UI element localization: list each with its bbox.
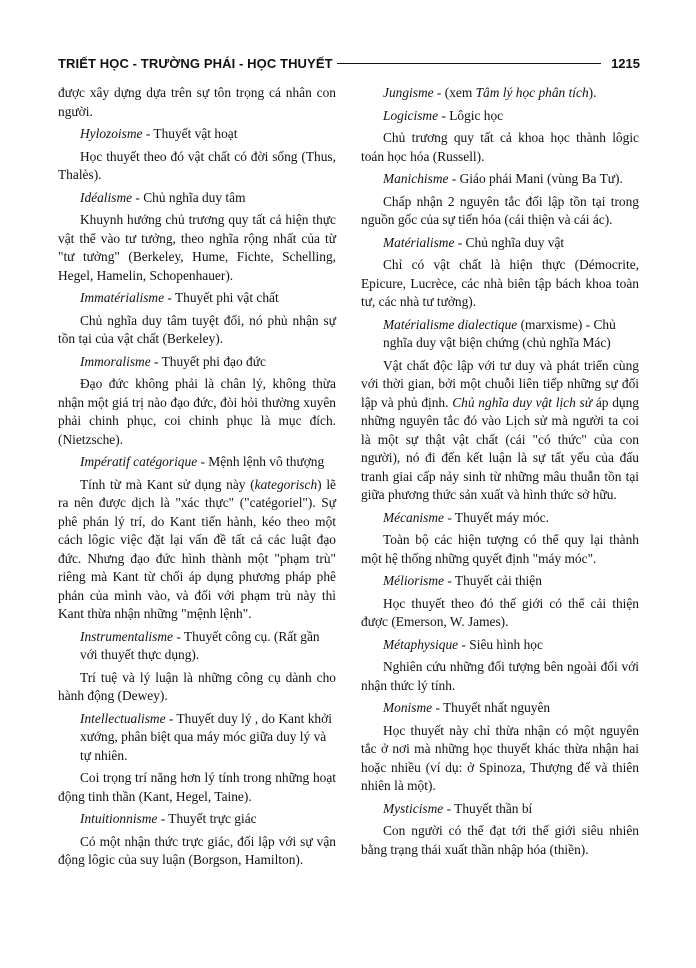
- entry-term: Matérialisme: [383, 234, 455, 250]
- entry-term: Manichisme: [383, 171, 449, 186]
- definition-text: Tính từ mà Kant sử dụng này (: [80, 476, 255, 492]
- entry-heading: [58, 289, 336, 308]
- entry-definition: Chủ nghĩa duy tâm tuyệt đối, nó phủ nhận sự tồn tại của vật chất (Berkeley).: [58, 312, 336, 346]
- entry-translation: - Thuyết trực giác: [157, 811, 257, 826]
- entry-heading: [361, 800, 639, 819]
- entry-term: Métaphysique: [383, 636, 459, 652]
- page-number: 1215: [611, 55, 640, 71]
- entry-translation: - Thuyết cải thiện: [444, 573, 542, 588]
- entry-term: Impératif catégorique: [80, 454, 198, 469]
- header-rule: [337, 63, 601, 64]
- entry-translation: - Chủ nghĩa duy vật: [454, 234, 565, 250]
- continued-paragraph: được xây dựng dựa trên sự tôn trọng cá nhân con người.: [58, 85, 336, 119]
- entry-definition: [361, 357, 639, 505]
- entry-heading: [58, 453, 336, 472]
- entry-heading: [361, 509, 639, 528]
- entry-heading: [58, 125, 336, 144]
- entry-definition: Có một nhận thức trực giác, đối lập với sự vận động lôgic của suy luận (Borgson, Hamilton).: [58, 833, 336, 867]
- entry-translation: - Thuyết phi đạo đức: [150, 353, 266, 369]
- entry-definition: Học thuyết này chỉ thừa nhận có một nguyên tắc ở nơi mà những học thuyết khác thừa nhận hai hoặc nhiều (ví dụ: ở Spinoza, Thượng đế và thiên nhiên là một).: [361, 722, 639, 793]
- entry-definition: Học thuyết theo đó vật chất có đời sống (Thus, Thalès).: [58, 148, 336, 182]
- entry-definition: Toàn bộ các hiện tượng có thể quy lại thành một hệ thống những quyết định "máy móc".: [361, 532, 639, 566]
- entry-heading: [58, 710, 336, 766]
- entry-heading: [361, 636, 639, 655]
- entry-translation: ).: [588, 85, 597, 100]
- entry-translation: - Giáo phái Mani (vùng Ba Tư).: [448, 171, 623, 186]
- entry-definition: Trí tuệ và lý luận là những công cụ dành cho hành động (Dewey).: [58, 669, 336, 703]
- entry-translation: - Thuyết vật hoạt: [142, 126, 238, 141]
- entry-term: Instrumentalisme: [80, 628, 173, 644]
- entry-definition: Chấp nhận 2 nguyên tắc đối lập tồn tại trong nguồn gốc của sự tiến hóa (cái thiện và cái ác).: [361, 193, 639, 227]
- entry-term: Logicisme: [383, 107, 439, 123]
- entry-definition: Khuynh hướng chủ trương quy tất cả hiện thực vật thể vào tư tưởng, theo nghĩa rộng nhất của từ "tư tưởng" (Berkeley, Hume, Fichte, Schelling, Hegel, Hamelin, Schopenhauer).: [58, 212, 336, 283]
- entry-heading: [361, 84, 639, 103]
- entry-term: Idéalisme: [80, 189, 133, 205]
- entry-heading: [58, 810, 336, 829]
- definition-emphasis: Chủ nghĩa duy vật lịch sử: [452, 394, 593, 410]
- entry-definition: [58, 476, 336, 624]
- entry-definition: Chỉ có vật chất là hiện thực (Démocrite, Epicure, Lucrèce, các nhà biên tập bách khoa toàn tư, các nhà tư tưởng).: [361, 257, 639, 309]
- entry-term: Monisme: [383, 700, 433, 715]
- entry-translation: - Siêu hình học: [458, 636, 543, 652]
- entry-definition: Học thuyết theo đó thế giới có thể cải thiện được (Emerson, W. James).: [361, 595, 639, 629]
- entry-definition: Coi trọng trí năng hơn lý tính trong những hoạt động tinh thần (Kant, Hegel, Taine).: [58, 770, 336, 804]
- entry-term: Mysticisme: [383, 800, 444, 816]
- entry-translation: - Thuyết phi vật chất: [164, 290, 279, 305]
- entry-translation: - Thuyết máy móc.: [443, 509, 549, 525]
- entry-heading: [58, 189, 336, 208]
- page-header: [58, 52, 640, 74]
- entry-heading: [361, 234, 639, 253]
- entry-translation: - Thuyết duy lý , do Kant khởi xướng, phân biệt qua máy móc giữa duy lý và tự nhiên.: [80, 710, 332, 763]
- entry-heading: [58, 353, 336, 372]
- entry-term: Jungisme: [383, 85, 434, 100]
- entry-translation: - Lôgic học: [438, 107, 504, 123]
- definition-text: áp dụng những nguyên tắc đó vào Lịch sử mà người ta coi là một sự thật vật chất (cái "có thức" của con người), nó đi đến kết luận là sự tất yếu của đấu tranh giai cấp nảy sinh từ những mâu thuẫn tồn tại giữa phương thức sản xuất và hình thức sở hữu.: [361, 394, 639, 502]
- running-title: TRIẾT HỌC - TRƯỜNG PHÁI - HỌC THUYẾT: [58, 55, 333, 71]
- entry-definition: Chủ trương quy tất cả khoa học thành lôgic toán học hóa (Russell).: [361, 130, 639, 164]
- right-column: [361, 84, 639, 863]
- entry-heading: [58, 628, 336, 665]
- entry-translation: - Thuyết nhất nguyên: [432, 700, 551, 715]
- definition-text: ) lẽ ra nên được dịch là "xác thực" ("catégoriel"). Sự phê phán lý trí, do Kant tiến hành, kéo theo một cách lôgic việc đặt lại vấn đề tất cả các luật đạo đức. Nhưng đạo đức hình thành một "phạm trù" riêng mà Kant từ chối áp dụng phương pháp phê phán của mình vào, và đối với phạm trù này thì Kant thừa nhận những "mệnh lệnh".: [58, 476, 336, 621]
- entry-translation: - (xem: [433, 85, 476, 100]
- cross-reference: Tâm lý học phân tích: [475, 85, 589, 100]
- definition-text: Vật chất độc lập với tư duy và phát triển cùng với thời gian, bởi một chuỗi liên tiếp những sự đối lập và phủ định.: [361, 357, 639, 410]
- entry-heading: [361, 316, 639, 353]
- entry-term: Immatérialisme: [80, 290, 165, 305]
- entry-term: Intuitionnisme: [80, 811, 158, 826]
- entry-term: Hylozoisme: [80, 126, 143, 141]
- entry-term: Matérialisme dialectique: [383, 316, 518, 332]
- entry-translation: - Thuyết công cụ. (Rất gần với thuyết thực dụng).: [80, 628, 320, 662]
- entry-term: Intellectualisme: [80, 710, 166, 726]
- definition-emphasis: kategorisch: [254, 476, 318, 492]
- entry-definition: Con người có thể đạt tới thế giới siêu nhiên bằng trạng thái xuất thần nhập hóa (thiền).: [361, 823, 639, 857]
- entry-term: Méliorisme: [383, 573, 444, 588]
- entry-definition: Nghiên cứu những đối tượng bên ngoài đối với nhận thức lý tính.: [361, 659, 639, 693]
- entry-term: Immoralisme: [80, 353, 151, 369]
- entry-translation: - Chủ nghĩa duy tâm: [132, 189, 246, 205]
- entry-definition: Đạo đức không phải là chân lý, không thừa nhận một giá trị nào đạo đức, đòi hỏi thường xuyên phải chinh phục, coi chinh phục là mục đích. (Nietzsche).: [58, 376, 336, 447]
- entry-translation: - Thuyết thần bí: [443, 800, 533, 816]
- entry-heading: [361, 170, 639, 189]
- entry-heading: [361, 572, 639, 591]
- left-column: [58, 84, 336, 874]
- entry-heading: [361, 699, 639, 718]
- entry-translation: (marxisme) - Chủ nghĩa duy vật biện chứng (chủ nghĩa Mác): [383, 316, 616, 350]
- entry-heading: [361, 107, 639, 126]
- entry-term: Mécanisme: [383, 509, 444, 525]
- entry-translation: - Mệnh lệnh vô thượng: [197, 454, 325, 469]
